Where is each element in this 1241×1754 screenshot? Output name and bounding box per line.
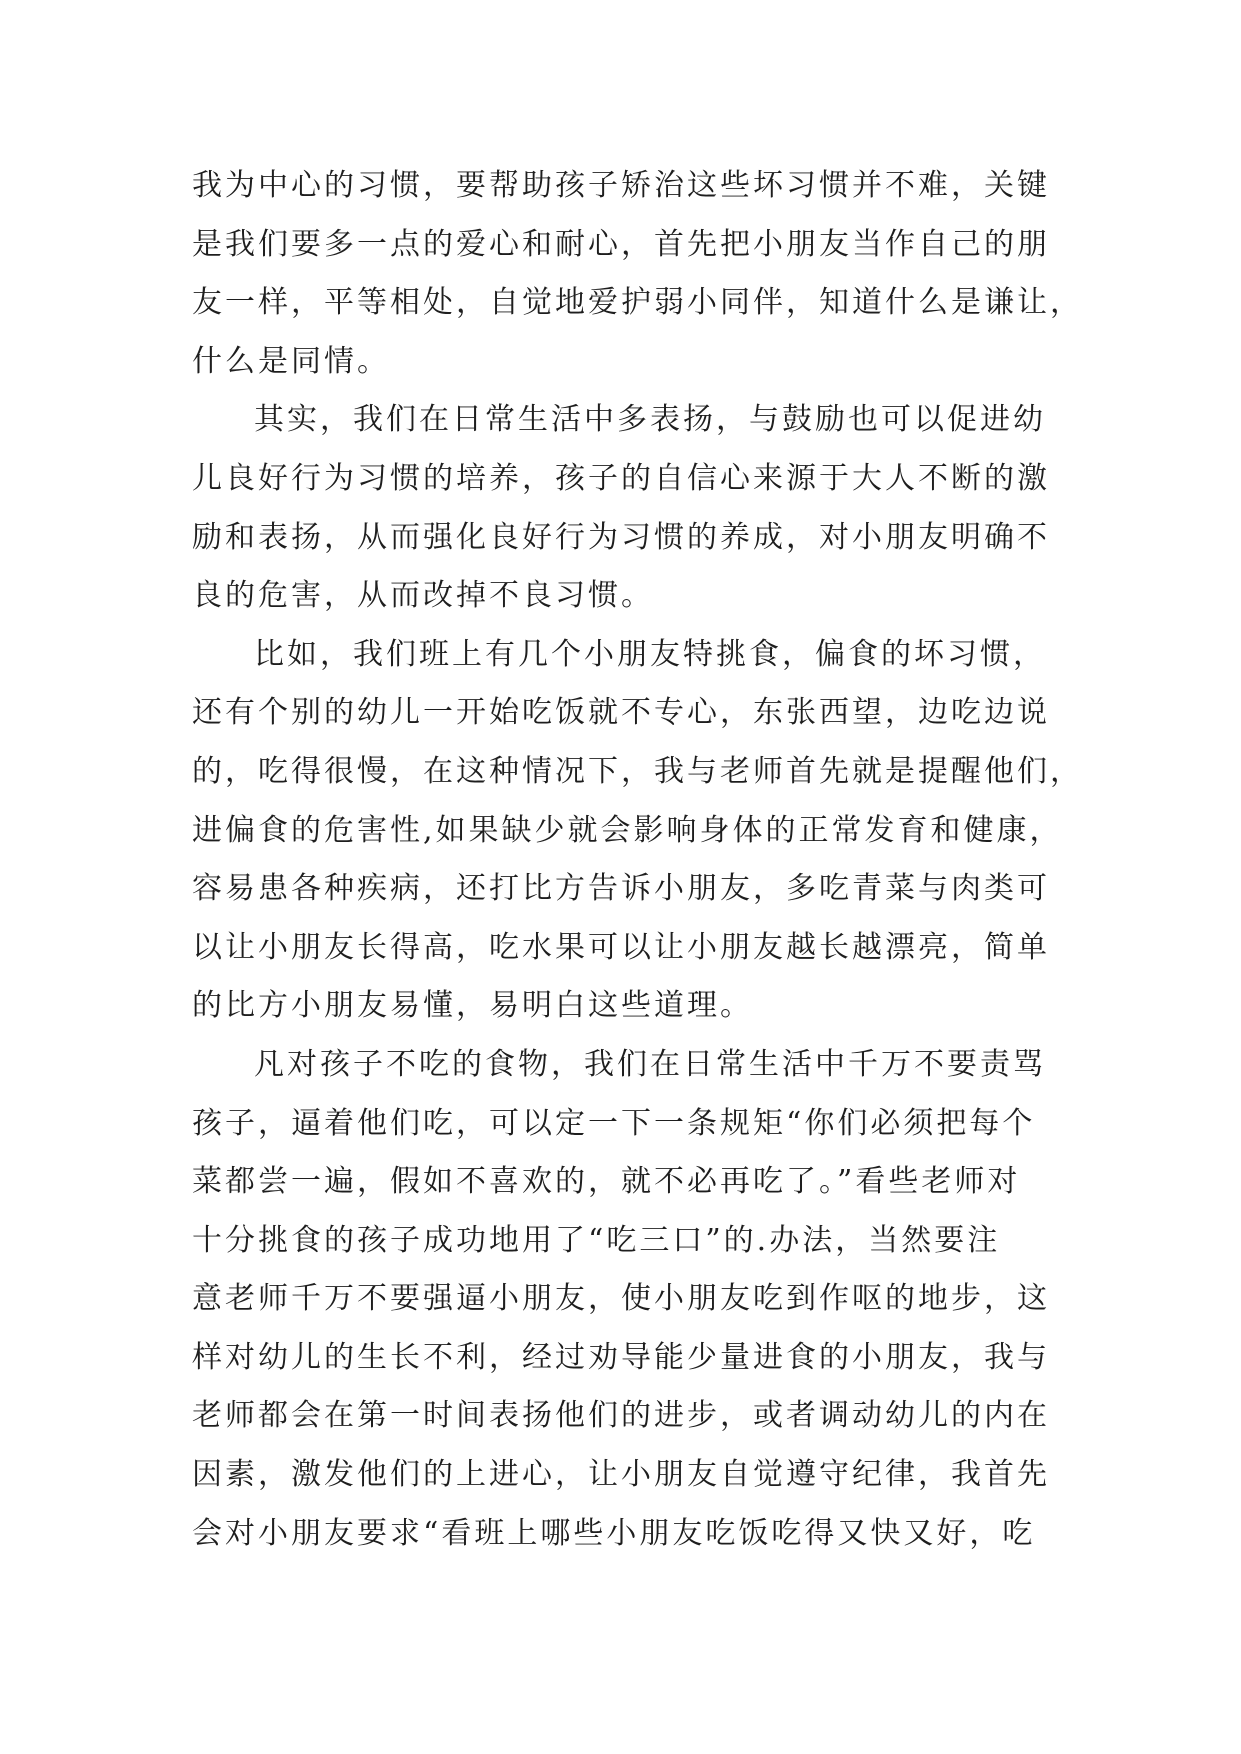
text-line: 进偏食的危害性,如果缺少就会影响身体的正常发育和健康， <box>192 812 1063 848</box>
text-line: 的，吃得很慢，在这种情况下，我与老师首先就是提醒他们， <box>192 753 1083 789</box>
text-line: 还有个别的幼儿一开始吃饭就不专心，东张西望，边吃边说 <box>192 695 1050 731</box>
text-line: 因素，激发他们的上进心，让小朋友自觉遵守纪律，我首先 <box>192 1457 1050 1493</box>
paragraph-first-line: 其实，我们在日常生活中多表扬，与鼓励也可以促进幼 <box>254 402 1046 438</box>
text-line: 老师都会在第一时间表扬他们的进步，或者调动幼儿的内在 <box>192 1398 1050 1434</box>
paragraph-first-line: 凡对孩子不吃的食物，我们在日常生活中千万不要责骂 <box>254 1046 1046 1082</box>
text-line: 菜都尝一遍，假如不喜欢的，就不必再吃了。”看些老师对 <box>192 1164 1021 1200</box>
text-line: 什么是同情。 <box>192 343 390 379</box>
text-line: 样对幼儿的生长不利，经过劝导能少量进食的小朋友，我与 <box>192 1339 1050 1375</box>
text-line: 友一样，平等相处，自觉地爱护弱小同伴，知道什么是谦让， <box>192 285 1083 321</box>
text-line: 孩子，逼着他们吃，可以定一下一条规矩“你们必须把每个 <box>192 1105 1036 1141</box>
text-line: 以让小朋友长得高，吃水果可以让小朋友越长越漂亮，简单 <box>192 929 1050 965</box>
text-line: 励和表扬，从而强化良好行为习惯的养成，对小朋友明确不 <box>192 519 1050 555</box>
text-line: 容易患各种疾病，还打比方告诉小朋友，多吃青菜与肉类可 <box>192 871 1050 907</box>
document-body <box>192 157 1083 1563</box>
text-line: 的比方小朋友易懂，易明白这些道理。 <box>192 988 753 1024</box>
text-line: 意老师千万不要强逼小朋友，使小朋友吃到作呕的地步，这 <box>192 1281 1050 1317</box>
text-line: 儿良好行为习惯的培养，孩子的自信心来源于大人不断的激 <box>192 460 1050 496</box>
text-line: 十分挑食的孩子成功地用了“吃三口”的.办法，当然要注 <box>192 1222 1001 1258</box>
text-line: 我为中心的习惯，要帮助孩子矫治这些坏习惯并不难，关键 <box>192 168 1050 203</box>
text-line: 良的危害，从而改掉不良习惯。 <box>192 578 654 614</box>
paragraph-first-line: 比如，我们班上有几个小朋友特挑食，偏食的坏习惯， <box>254 636 1046 672</box>
text-line: 会对小朋友要求“看班上哪些小朋友吃饭吃得又快又好，吃 <box>192 1515 1036 1551</box>
text-line: 是我们要多一点的爱心和耐心，首先把小朋友当作自己的朋 <box>192 226 1050 262</box>
